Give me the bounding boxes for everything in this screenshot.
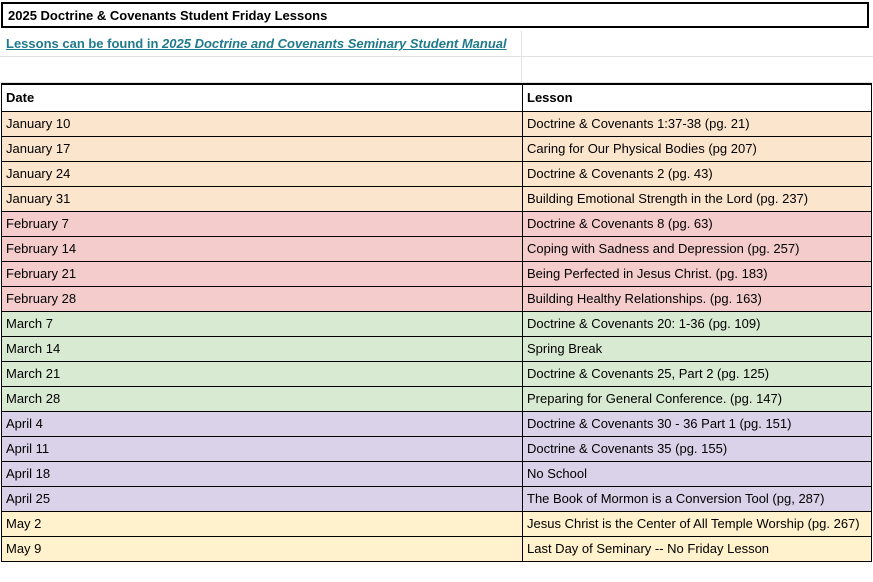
table-row bbox=[2, 311, 872, 336]
table-row bbox=[2, 386, 872, 411]
date-cell[interactable]: April 18 bbox=[2, 461, 523, 486]
date-cell[interactable]: April 4 bbox=[2, 411, 523, 436]
lesson-cell[interactable]: Caring for Our Physical Bodies (pg 207) bbox=[523, 136, 872, 161]
date-cell[interactable]: March 28 bbox=[2, 386, 523, 411]
date-header[interactable]: Date bbox=[2, 84, 523, 111]
date-cell[interactable]: March 7 bbox=[2, 311, 523, 336]
table-row bbox=[2, 336, 872, 361]
date-cell[interactable]: May 9 bbox=[2, 536, 523, 561]
table-row bbox=[2, 286, 872, 311]
table-row bbox=[2, 511, 872, 536]
lesson-cell[interactable]: Doctrine & Covenants 25, Part 2 (pg. 125) bbox=[523, 361, 872, 386]
date-cell[interactable]: April 11 bbox=[2, 436, 523, 461]
lessons-table bbox=[1, 83, 872, 562]
table-row bbox=[2, 211, 872, 236]
lesson-cell[interactable]: Last Day of Seminary -- No Friday Lesson bbox=[523, 536, 872, 561]
manual-link-title: 2025 Doctrine and Covenants Seminary Student Manual bbox=[162, 36, 507, 51]
table-row bbox=[2, 436, 872, 461]
lesson-rows bbox=[2, 111, 872, 561]
lesson-cell[interactable]: Being Perfected in Jesus Christ. (pg. 183) bbox=[523, 261, 872, 286]
empty-cell[interactable] bbox=[0, 57, 522, 82]
lesson-cell[interactable]: Building Healthy Relationships. (pg. 163) bbox=[523, 286, 872, 311]
table-row bbox=[2, 236, 872, 261]
link-row bbox=[0, 31, 873, 57]
table-row bbox=[2, 536, 872, 561]
lesson-cell[interactable]: Building Emotional Strength in the Lord (pg. 237) bbox=[523, 186, 872, 211]
date-cell[interactable]: February 14 bbox=[2, 236, 523, 261]
lesson-cell[interactable]: Preparing for General Conference. (pg. 147) bbox=[523, 386, 872, 411]
table-row bbox=[2, 486, 872, 511]
lesson-cell[interactable]: Doctrine & Covenants 2 (pg. 43) bbox=[523, 161, 872, 186]
date-cell[interactable]: January 31 bbox=[2, 186, 523, 211]
table-row bbox=[2, 111, 872, 136]
lesson-cell[interactable]: Doctrine & Covenants 30 - 36 Part 1 (pg. 151) bbox=[523, 411, 872, 436]
date-cell[interactable]: February 28 bbox=[2, 286, 523, 311]
date-cell[interactable]: January 24 bbox=[2, 161, 523, 186]
header-row bbox=[2, 84, 872, 111]
lesson-cell[interactable]: Doctrine & Covenants 35 (pg. 155) bbox=[523, 436, 872, 461]
table-row bbox=[2, 161, 872, 186]
lesson-cell[interactable]: Doctrine & Covenants 8 (pg. 63) bbox=[523, 211, 872, 236]
lesson-cell[interactable]: The Book of Mormon is a Conversion Tool (pg, 287) bbox=[523, 486, 872, 511]
lesson-header[interactable]: Lesson bbox=[523, 84, 872, 111]
manual-link-cell[interactable] bbox=[0, 31, 522, 56]
lesson-cell[interactable]: Doctrine & Covenants 1:37-38 (pg. 21) bbox=[523, 111, 872, 136]
lesson-cell[interactable]: No School bbox=[523, 461, 872, 486]
date-cell[interactable]: March 14 bbox=[2, 336, 523, 361]
table-row bbox=[2, 361, 872, 386]
empty-row bbox=[0, 57, 873, 83]
date-cell[interactable]: March 21 bbox=[2, 361, 523, 386]
lesson-cell[interactable]: Doctrine & Covenants 20: 1-36 (pg. 109) bbox=[523, 311, 872, 336]
table-row bbox=[2, 261, 872, 286]
sheet-title-cell[interactable] bbox=[1, 2, 869, 28]
date-cell[interactable]: January 17 bbox=[2, 136, 523, 161]
lesson-cell[interactable]: Coping with Sadness and Depression (pg. 257) bbox=[523, 236, 872, 261]
manual-link-prefix: Lessons can be found in bbox=[6, 36, 163, 51]
date-cell[interactable]: February 21 bbox=[2, 261, 523, 286]
date-cell[interactable]: January 10 bbox=[2, 111, 523, 136]
date-cell[interactable]: May 2 bbox=[2, 511, 523, 536]
table-row bbox=[2, 136, 872, 161]
manual-link[interactable] bbox=[6, 36, 507, 51]
table-row bbox=[2, 186, 872, 211]
table-row bbox=[2, 461, 872, 486]
lesson-cell[interactable]: Spring Break bbox=[523, 336, 872, 361]
sheet-title: 2025 Doctrine & Covenants Student Friday Lessons bbox=[8, 7, 328, 23]
lesson-cell[interactable]: Jesus Christ is the Center of All Temple Worship (pg. 267) bbox=[523, 511, 872, 536]
date-cell[interactable]: April 25 bbox=[2, 486, 523, 511]
table-row bbox=[2, 411, 872, 436]
date-cell[interactable]: February 7 bbox=[2, 211, 523, 236]
